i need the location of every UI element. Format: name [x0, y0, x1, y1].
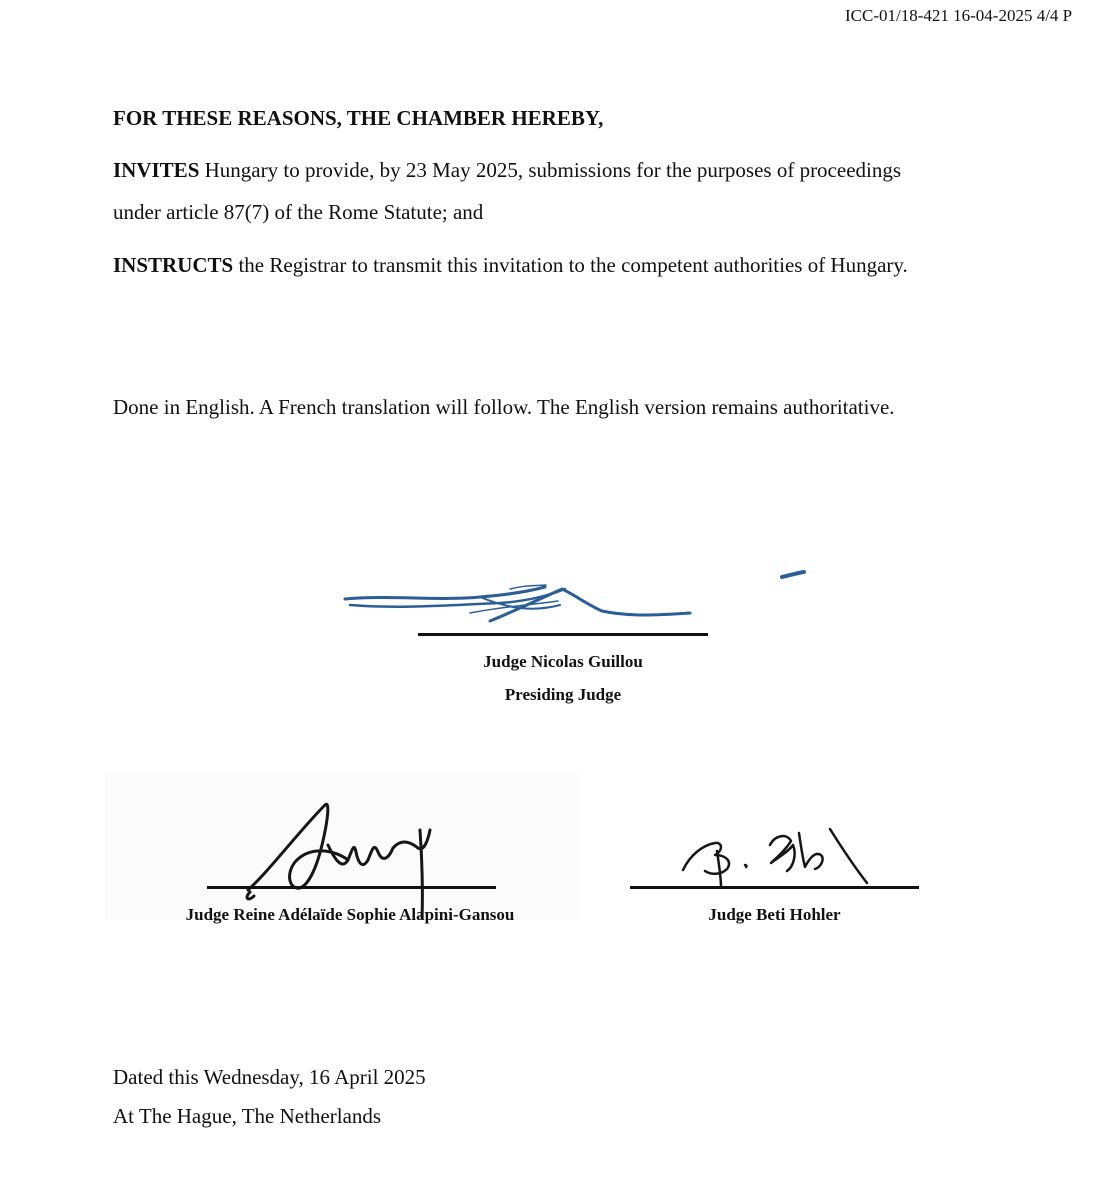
signature-image-alapini-gansou — [230, 790, 490, 920]
place-line: At The Hague, The Netherlands — [113, 1104, 382, 1128]
signature-image-hohler — [675, 815, 885, 895]
instructs-text: the Registrar to transmit this invitation to the competent authorities of Hungary. — [233, 253, 908, 277]
signature-line-alapini-gansou — [207, 886, 496, 889]
signatory-name-alapini-gansou: Judge Reine Adélaïde Sophie Alapini-Gansou — [185, 905, 515, 924]
signature-image-guillou — [330, 555, 830, 635]
operative-heading: FOR THESE REASONS, THE CHAMBER HEREBY, — [113, 106, 604, 130]
invites-text: Hungary to provide, by 23 May 2025, submissions for the purposes of proceedings — [199, 158, 902, 182]
document-reference-header: ICC-01/18-421 16-04-2025 4/4 P — [845, 6, 1073, 25]
signatory-name-hohler: Judge Beti Hohler — [708, 905, 841, 924]
dated-line: Dated this Wednesday, 16 April 2025 — [113, 1065, 426, 1089]
invites-keyword: INVITES — [113, 158, 200, 182]
instructs-keyword: INSTRUCTS — [113, 253, 234, 277]
signatory-title-guillou: Presiding Judge — [504, 685, 622, 704]
signature-line-hohler — [630, 886, 919, 889]
instructs-paragraph — [113, 255, 908, 276]
language-note: Done in English. A French translation will follow. The English version remains authoritative. — [113, 395, 895, 419]
signatory-name-guillou: Judge Nicolas Guillou — [483, 652, 643, 671]
invites-paragraph-line2: under article 87(7) of the Rome Statute; and — [113, 200, 484, 224]
invites-paragraph-line1 — [113, 160, 901, 181]
signature-line-guillou — [418, 633, 708, 636]
